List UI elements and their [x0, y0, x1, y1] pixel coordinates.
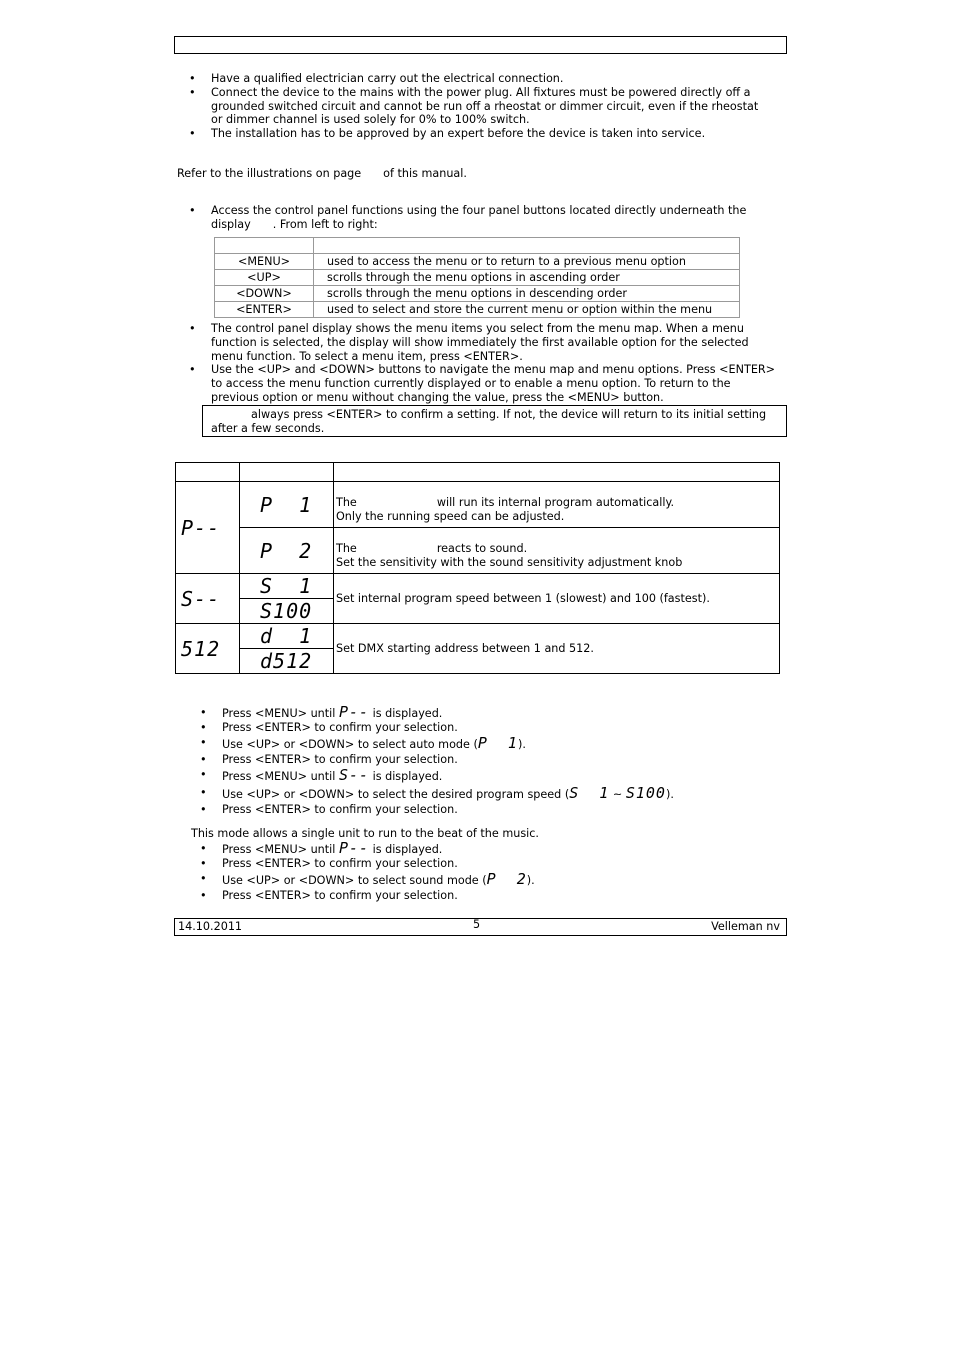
table-row: 512 d 1 Set DMX starting address between 1 and 512. [176, 624, 780, 649]
display-segment: P-- [338, 703, 370, 721]
display-segment: S100 [625, 784, 666, 802]
footer-date: 14.10.2011 [178, 920, 243, 933]
list-item: • Press <MENU> until P-- is displayed. [200, 839, 443, 857]
list-item: • Press <ENTER> to confirm your selection. [200, 753, 458, 766]
refer-paragraph: Refer to the illustrations on page of this manual. [177, 167, 467, 180]
display-segment: d 1 [260, 624, 313, 648]
list-item: • Press <MENU> until P-- is displayed. [200, 703, 443, 721]
footer-company: Velleman nv [711, 920, 780, 933]
menu-map-table [175, 462, 780, 674]
list-item: • The installation has to be approved by an expert before the device is taken into service. [189, 127, 706, 141]
display-segment: d512 [260, 649, 313, 673]
table-row: <DOWN> scrolls through the menu options in descending order [215, 286, 740, 302]
table-row: P-- P 1 The will run its internal program automatically. Only the running speed can be adjusted. [176, 482, 780, 528]
sound-intro: This mode allows a single unit to run to the beat of the music. [191, 827, 539, 840]
display-segment: S 1 [569, 784, 610, 802]
list-item: • Press <ENTER> to confirm your selection. [200, 889, 458, 902]
page-number: 5 [473, 918, 481, 931]
display-segment: P 1 [260, 492, 313, 517]
list-item: • Press <ENTER> to confirm your selection. [200, 857, 458, 870]
table-row [215, 238, 740, 254]
table-row: P 2 The reacts to sound. Set the sensitivity with the sound sensitivity adjustment knob [176, 528, 780, 574]
display-segment: P-- [338, 839, 370, 857]
list-item: • Use the <UP> and <DOWN> buttons to navigate the menu map and menu options. Press <ENTER> to access the menu function currently displayed or to enable a menu option. To return to the previous option or menu without changing the value, press the <MENU> button. [189, 363, 776, 404]
display-segment: S-- [338, 766, 370, 784]
display-segment: P 2 [260, 538, 313, 563]
list-item: • Access the control panel functions using the four panel buttons located directly underneath the display . From left to right: [189, 204, 747, 231]
list-item: • Press <ENTER> to confirm your selection. [200, 721, 458, 734]
table-row [176, 463, 780, 482]
list-item: • Use <UP> or <DOWN> to select auto mode (P 1). [200, 734, 526, 752]
auto-steps-list [200, 703, 782, 817]
list-item: • Have a qualified electrician carry out the electrical connection. [189, 72, 564, 85]
display-segment: S-- [181, 586, 221, 611]
panel-list [189, 204, 771, 232]
list-item: • Connect the device to the mains with the power plug. All fixtures must be powered directly off a grounded switched circuit and cannot be run off a rheostat or dimmer circuit, even if the rheostat or dimmer channel is used solely for 0% to 100% switch. [189, 85, 759, 127]
table-row: <ENTER> used to select and store the current menu or option within the menu [215, 302, 740, 318]
display-segment: P-- [181, 515, 221, 540]
display-segment: P 1 [477, 734, 518, 752]
display-segment: P 2 [486, 870, 527, 888]
buttons-table [214, 237, 740, 318]
list-item: • Press <ENTER> to confirm your selection. [200, 803, 458, 816]
display-segment: 512 [181, 636, 221, 661]
list-item: • Press <MENU> until S-- is displayed. [200, 766, 443, 784]
display-list [189, 322, 779, 405]
display-segment: S100 [260, 599, 313, 623]
footer [174, 918, 787, 936]
list-item: • Use <UP> or <DOWN> to select sound mode (P 2). [200, 870, 535, 888]
table-row: <MENU> used to access the menu or to return to a previous menu option [215, 254, 740, 270]
display-segment: S 1 [260, 574, 313, 598]
table-row: <UP> scrolls through the menu options in ascending order [215, 270, 740, 286]
list-item: • Use <UP> or <DOWN> to select the desired program speed (S 1 ~ S100). [200, 784, 674, 802]
safety-list [189, 72, 771, 141]
list-item: • The control panel display shows the menu items you select from the menu map. When a menu function is selected, the display will show immediately the first available option for the selected menu function. To select a menu item, press <ENTER>. [189, 322, 749, 363]
header-box [174, 36, 787, 54]
table-row: S-- S 1 Set internal program speed between 1 (slowest) and 100 (fastest). [176, 574, 780, 599]
note-box: always press <ENTER> to confirm a setting. If not, the device will return to its initial setting after a few seconds. [202, 405, 787, 437]
sound-steps-list [200, 839, 782, 903]
